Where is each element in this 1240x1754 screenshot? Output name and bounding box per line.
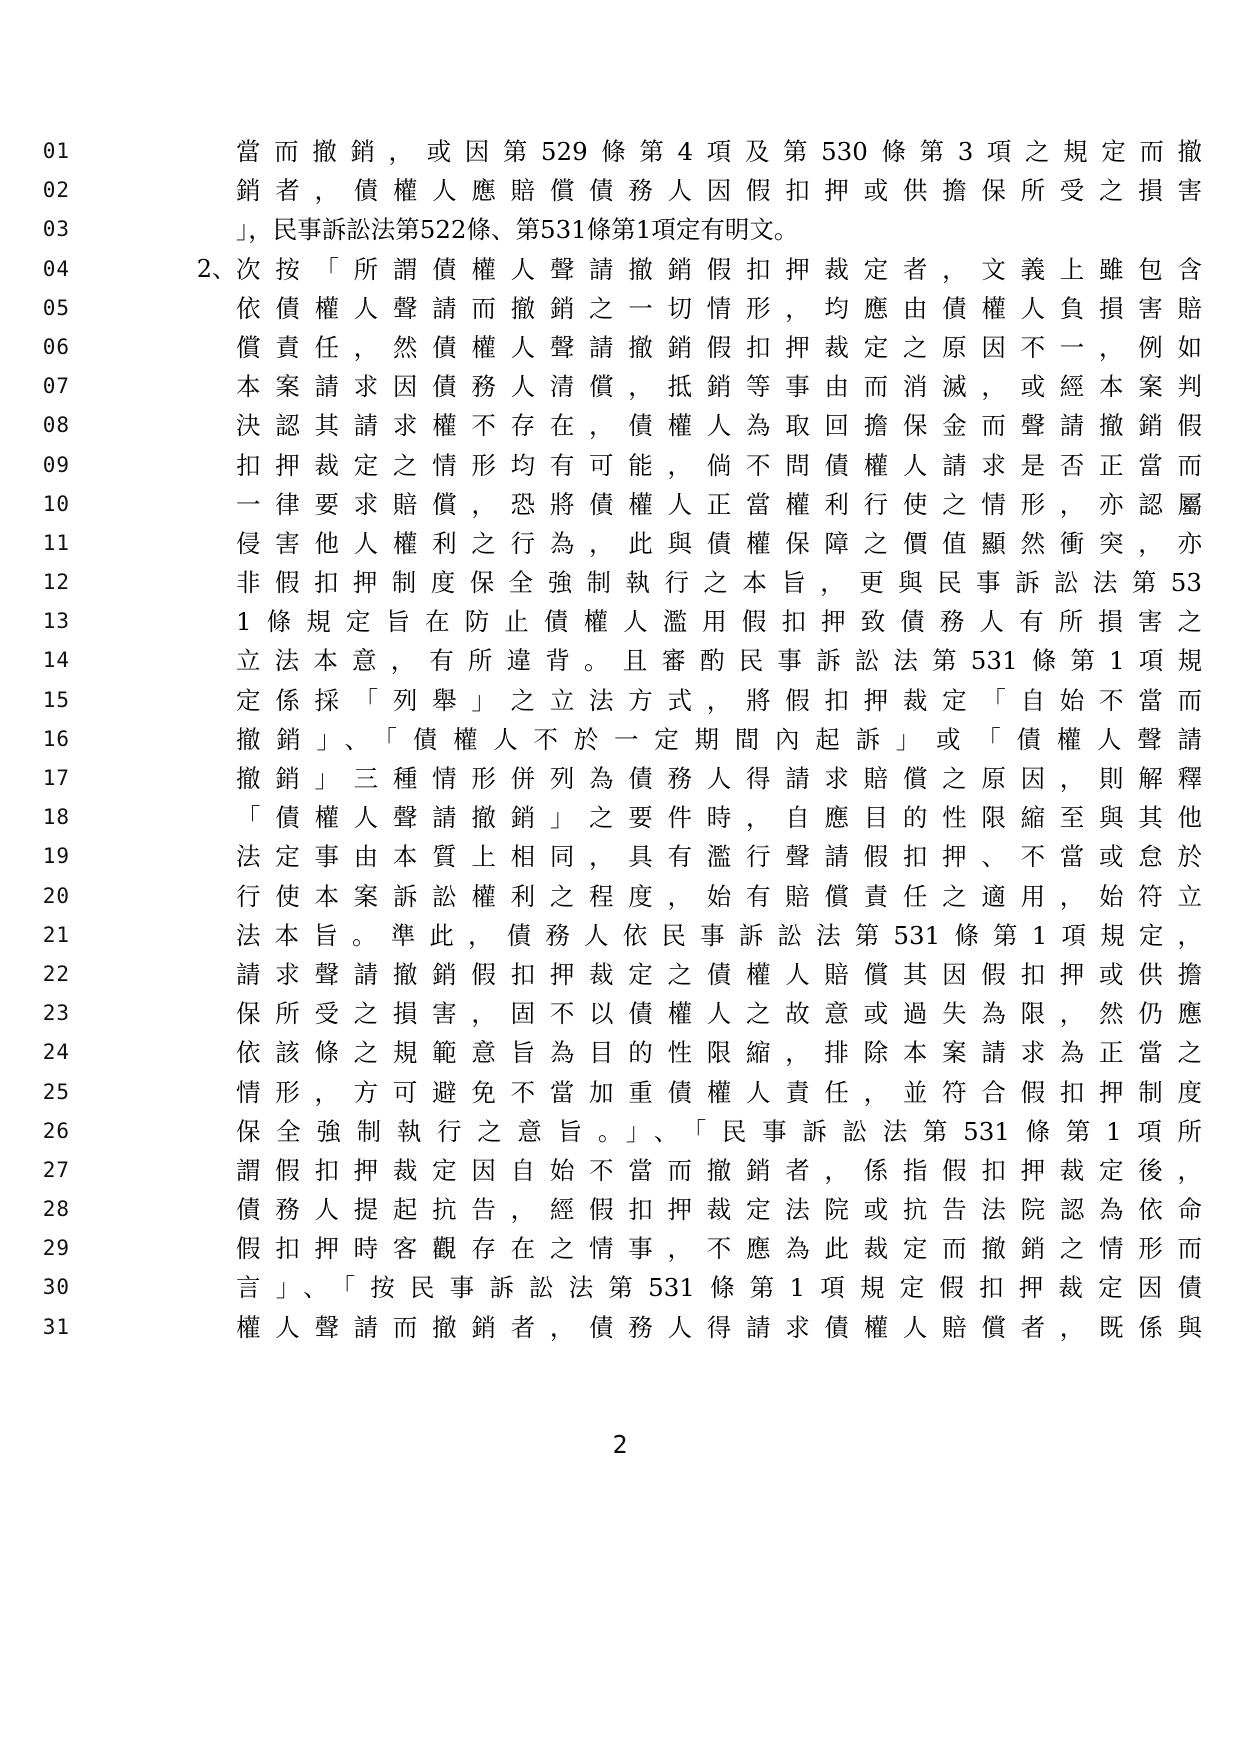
- text-line: [0, 720, 1240, 759]
- line-text: 1條規定旨在防止債權人濫用假扣押致債務人有所損害之: [236, 607, 1202, 637]
- text-line: [0, 641, 1240, 680]
- line-text: 銷者，債權人應賠償債務人因假扣押或供擔保所受之損害: [236, 176, 1202, 206]
- text-line: [0, 367, 1240, 406]
- text-line: [0, 289, 1240, 328]
- text-line: [0, 1073, 1240, 1112]
- text-line: [0, 837, 1240, 876]
- line-number: 03: [42, 217, 70, 242]
- line-number: 08: [42, 413, 70, 438]
- line-text: 撤銷」三種情形併列為債務人得請求賠償之原因，則解釋: [236, 764, 1202, 793]
- line-text: 侵害他人權利之行為，此與債權保障之價值顯然衝突，亦: [236, 528, 1202, 558]
- line-number: 21: [42, 922, 70, 947]
- line-number: 06: [42, 334, 70, 359]
- line-text: 次按「所謂債權人聲請撤銷假扣押裁定者，文義上雖包含: [236, 254, 1202, 284]
- line-number: 09: [42, 452, 70, 477]
- line-text: 言」、「按民事訴訟法第531條第1項規定假扣押裁定因債: [236, 1273, 1202, 1303]
- line-number: 04: [42, 256, 70, 281]
- text-line: [0, 1151, 1240, 1190]
- text-line: [0, 916, 1240, 955]
- line-number: 20: [42, 883, 70, 908]
- line-number: 17: [42, 766, 70, 790]
- text-line: [0, 1033, 1240, 1072]
- text-line: [0, 1308, 1240, 1347]
- line-text: 依該條之規範意旨為目的性限縮，排除本案請求為正當之: [236, 1038, 1202, 1068]
- text-line: [0, 1268, 1240, 1307]
- text-line: [0, 955, 1240, 994]
- line-text: 「債權人聲請撤銷」之要件時，自應目的性限縮至與其他: [236, 803, 1202, 833]
- text-line: [0, 1229, 1240, 1268]
- text-line: [0, 602, 1240, 641]
- line-text: 法本旨。準此，債務人依民事訴訟法第531條第1項規定，: [236, 920, 1202, 950]
- line-text: 謂假扣押裁定因自始不當而撤銷者，係指假扣押裁定後，: [236, 1155, 1202, 1185]
- text-line: [0, 798, 1240, 837]
- line-number: 26: [42, 1118, 70, 1143]
- text-line: [0, 210, 1240, 249]
- line-text: 保所受之損害，固不以債權人之故意或過失為限，然仍應: [236, 999, 1202, 1029]
- line-text: 依債權人聲請而撤銷之一切情形，均應由債權人負損害賠: [236, 293, 1202, 323]
- text-line: [0, 406, 1240, 445]
- line-text: 債務人提起抗告，經假扣押裁定法院或抗告法院認為依命: [236, 1195, 1202, 1225]
- text-line: [0, 446, 1240, 485]
- text-line: [0, 563, 1240, 602]
- line-number: 19: [42, 844, 70, 869]
- line-number: 29: [42, 1236, 70, 1261]
- line-text: 扣押裁定之情形均有可能，倘不問債權人請求是否正當而: [236, 450, 1202, 480]
- text-line: [0, 877, 1240, 916]
- line-text: 當而撤銷，或因第529條第4項及第530條第3項之規定而撤: [236, 137, 1202, 166]
- document-body: [0, 132, 1240, 1347]
- line-text: 非假扣押制度保全強制執行之本旨，更與民事訴訟法第53: [236, 568, 1202, 598]
- line-text: 一律要求賠償，恐將債權人正當權利行使之情形，亦認屬: [236, 489, 1202, 519]
- line-text: 請求聲請撤銷假扣押裁定之債權人賠償其因假扣押或供擔: [236, 959, 1202, 989]
- line-number: 16: [42, 726, 70, 751]
- line-number: 11: [42, 530, 70, 555]
- line-text: 本案請求因債務人清償，抵銷等事由而消滅，或經本案判: [236, 372, 1202, 402]
- line-text: 法定事由本質上相同，具有濫行聲請假扣押、不當或怠於: [236, 842, 1202, 872]
- line-text: 定係採「列舉」之立法方式，將假扣押裁定「自始不當而: [236, 685, 1202, 715]
- line-text: 」，民事訴訟法第522條、第531條第1項定有明文。: [236, 215, 799, 245]
- line-text: 保全強制執行之意旨。」、「民事訴訟法第531條第1項所: [236, 1116, 1202, 1146]
- line-text: 行使本案訴訟權利之程度，始有賠償責任之適用，始符立: [236, 881, 1202, 911]
- text-line: [0, 171, 1240, 210]
- text-line: [0, 328, 1240, 367]
- line-number: 30: [42, 1275, 70, 1300]
- line-text: 權人聲請而撤銷者，債務人得請求債權人賠償者，既係與: [236, 1312, 1202, 1342]
- text-line: [0, 759, 1240, 798]
- line-number: 12: [42, 570, 70, 595]
- line-text: 假扣押時客觀存在之情事，不應為此裁定而撤銷之情形而: [236, 1234, 1202, 1264]
- line-text: 立法本意，有所違背。且審酌民事訴訟法第531條第1項規: [236, 646, 1202, 676]
- line-number: 31: [42, 1314, 70, 1339]
- text-line: [0, 681, 1240, 720]
- line-number: 24: [42, 1040, 70, 1065]
- text-line: [0, 994, 1240, 1033]
- line-number: 10: [42, 491, 70, 516]
- line-number: 18: [42, 805, 70, 830]
- line-number: 25: [42, 1079, 70, 1104]
- line-text: 撤銷」、「債權人不於一定期間內起訴」或「債權人聲請: [236, 724, 1202, 754]
- line-number: 13: [42, 609, 70, 634]
- line-text: 情形，方可避免不當加重債權人責任，並符合假扣押制度: [236, 1077, 1202, 1107]
- line-number: 14: [42, 648, 70, 673]
- list-item-marker: 2、: [196, 254, 236, 283]
- line-number: 07: [42, 374, 70, 399]
- line-text: 決認其請求權不存在，債權人為取回擔保金而聲請撤銷假: [236, 411, 1202, 441]
- line-number: 02: [42, 178, 70, 203]
- text-line: [0, 1190, 1240, 1229]
- page-number: 2: [612, 1430, 628, 1459]
- line-number: 05: [42, 295, 70, 320]
- text-line: [0, 485, 1240, 524]
- line-number: 23: [42, 1001, 70, 1026]
- text-line: [0, 1112, 1240, 1151]
- line-number: 15: [42, 687, 70, 712]
- text-line: [0, 132, 1240, 171]
- line-text: 償責任，然債權人聲請撤銷假扣押裁定之原因不一，例如: [236, 332, 1202, 362]
- text-line: [0, 250, 1240, 289]
- line-number: 27: [42, 1157, 70, 1182]
- line-number: 28: [42, 1197, 70, 1222]
- line-number: 01: [42, 139, 70, 163]
- line-number: 22: [42, 961, 70, 986]
- text-line: [0, 524, 1240, 563]
